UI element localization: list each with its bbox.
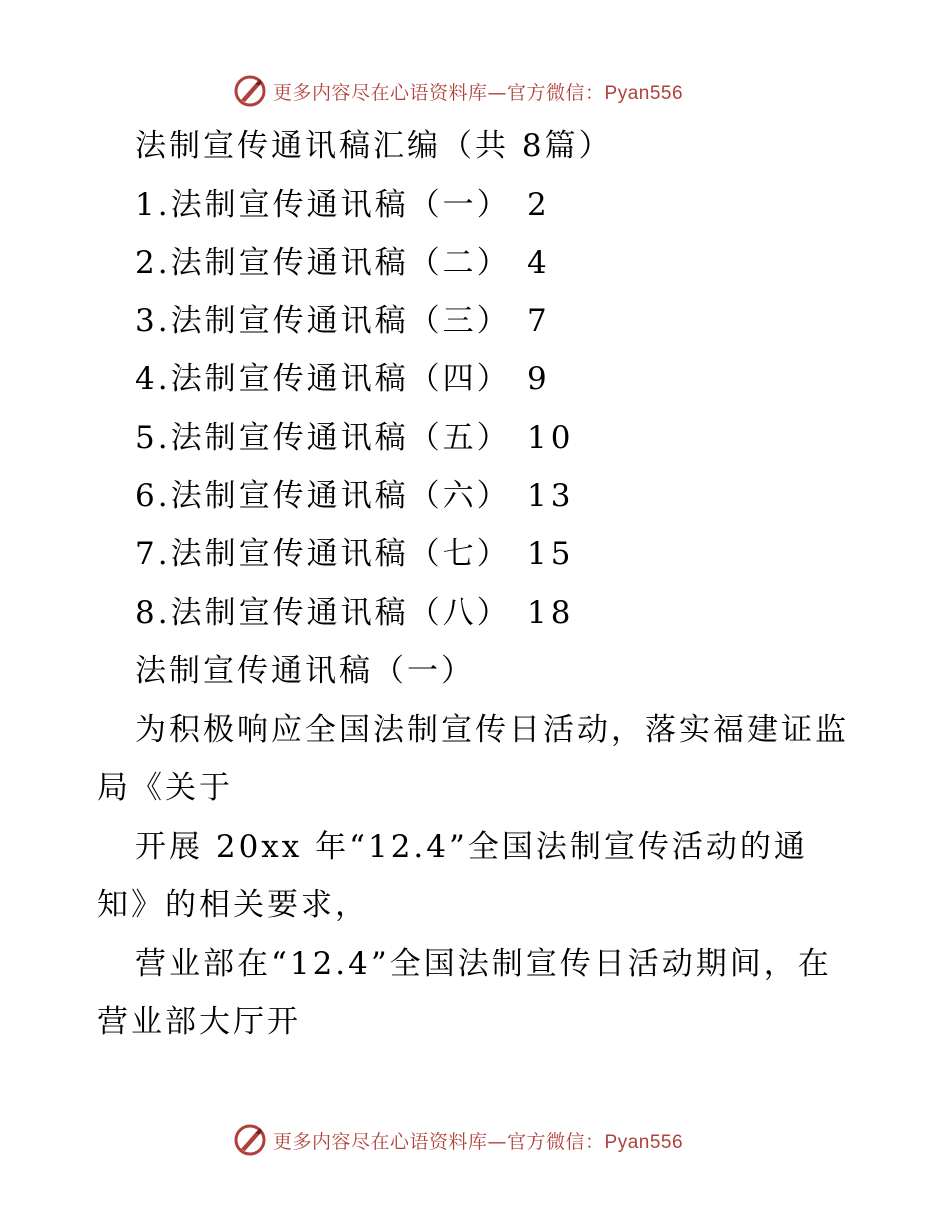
toc-entry-page: 9 (527, 361, 551, 397)
watermark-wechat-id: Pyan556 (604, 1131, 684, 1153)
section-title: 法制宣传通讯稿（一） (135, 653, 475, 689)
body-line: 为积极响应全国法制宣传日活动，落实福建证监 (135, 712, 849, 748)
watermark-footer (233, 1120, 683, 1160)
toc-entry-page: 13 (527, 478, 575, 514)
toc-entry-page: 15 (527, 536, 575, 572)
toc-entry-label: 5.法制宣传通讯稿（五） (135, 420, 511, 456)
document-title: 法制宣传通讯稿汇编（共 8篇） (135, 128, 613, 164)
toc-entry-label: 6.法制宣传通讯稿（六） (135, 478, 511, 514)
body-line: 知》的相关要求， (97, 887, 369, 923)
toc-entry-page: 7 (527, 303, 551, 339)
body-line: 开展 20xx 年“12.4”全国法制宣传活动的通 (135, 829, 808, 865)
body-line: 局《关于 (97, 770, 233, 806)
toc-entry[interactable] (135, 359, 551, 399)
pen-logo-icon (233, 74, 267, 108)
watermark-header (233, 71, 683, 111)
toc-entry[interactable] (135, 593, 575, 633)
toc-entry-page: 4 (527, 245, 551, 281)
toc-entry-label: 3.法制宣传通讯稿（三） (135, 303, 511, 339)
toc-entry[interactable] (135, 476, 575, 516)
toc-entry-label: 2.法制宣传通讯稿（二） (135, 245, 511, 281)
watermark-text: 更多内容尽在心语资料库—官方微信：Pyan556 (273, 81, 684, 104)
toc-entry[interactable] (135, 243, 551, 283)
toc-entry-label: 4.法制宣传通讯稿（四） (135, 361, 511, 397)
body-line: 营业部在“12.4”全国法制宣传日活动期间，在 (135, 946, 832, 982)
toc-entry-label: 1.法制宣传通讯稿（一） (135, 187, 511, 223)
toc-entry[interactable] (135, 418, 575, 458)
toc-entry-page: 18 (527, 595, 575, 631)
toc-entry-page: 2 (527, 187, 551, 223)
body-line: 营业部大厅开 (97, 1004, 301, 1040)
watermark-text: 更多内容尽在心语资料库—官方微信：Pyan556 (273, 1130, 684, 1153)
toc-entry-label: 8.法制宣传通讯稿（八） (135, 595, 511, 631)
watermark-wechat-id: Pyan556 (604, 82, 684, 104)
pen-logo-icon (233, 1123, 267, 1157)
toc-entry[interactable] (135, 534, 575, 574)
toc-entry[interactable] (135, 301, 551, 341)
toc-entry-label: 7.法制宣传通讯稿（七） (135, 536, 511, 572)
toc-entry[interactable] (135, 185, 551, 225)
toc-entry-page: 10 (527, 420, 575, 456)
